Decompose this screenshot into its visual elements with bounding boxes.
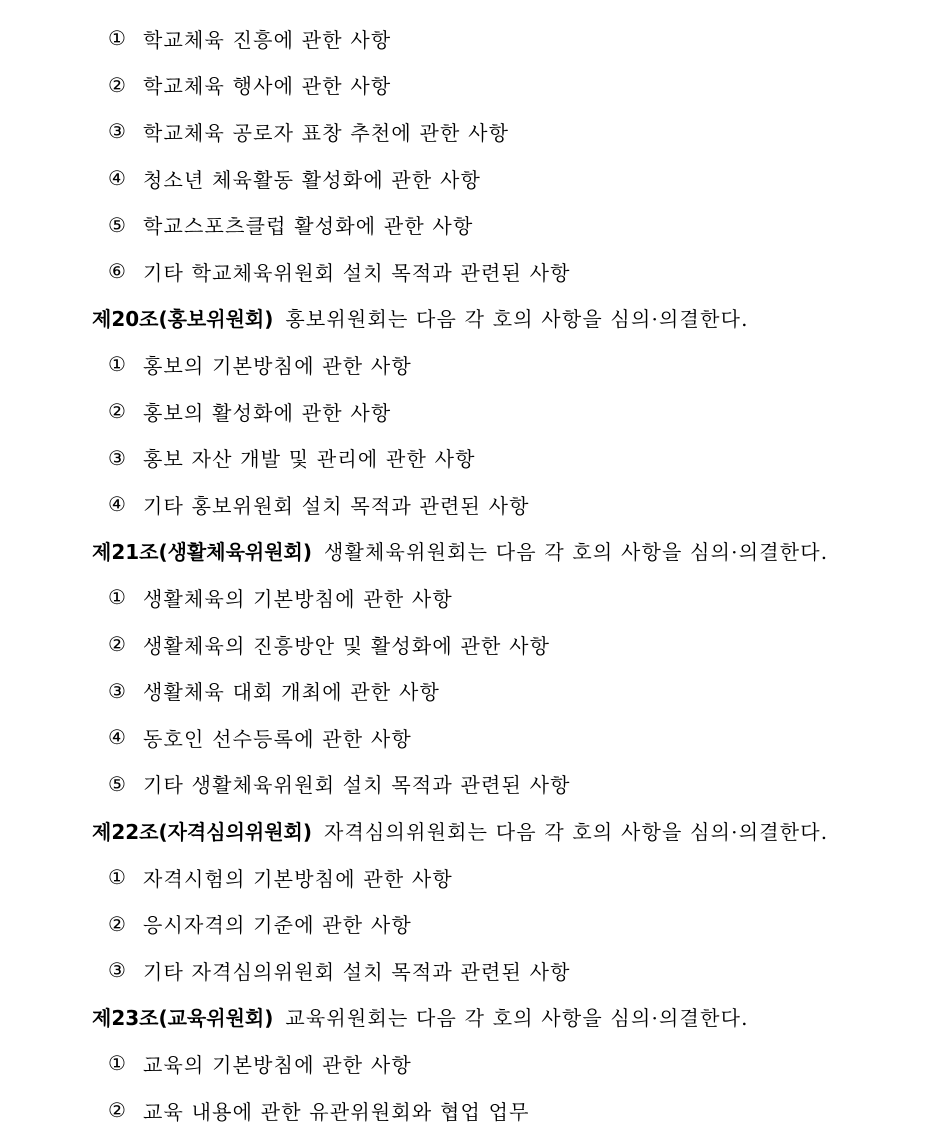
list-item <box>0 155 950 202</box>
item-number: ① <box>108 26 128 51</box>
list-item <box>0 574 950 621</box>
article-heading <box>0 295 950 342</box>
item-text: 홍보의 기본방침에 관한 사항 <box>143 353 412 378</box>
item-text: 기타 학교체육위원회 설치 목적과 관련된 사항 <box>143 260 571 285</box>
list-item <box>0 621 950 668</box>
item-number: ① <box>108 1051 128 1076</box>
item-text: 학교체육 공로자 표창 추천에 관한 사항 <box>143 120 510 145</box>
list-item <box>0 714 950 761</box>
item-text: 자격시험의 기본방침에 관한 사항 <box>143 866 453 891</box>
item-number: ② <box>108 911 128 936</box>
item-number: ⑤ <box>108 771 128 796</box>
item-number: ① <box>108 585 128 610</box>
article-heading <box>0 528 950 575</box>
item-number: ② <box>108 399 128 424</box>
item-text: 동호인 선수등록에 관한 사항 <box>143 726 412 751</box>
article-title: 제20조(홍보위원회) <box>92 307 274 332</box>
item-text: 홍보 자산 개발 및 관리에 관한 사항 <box>143 447 476 472</box>
list-item <box>0 854 950 901</box>
list-item <box>0 341 950 388</box>
item-text: 청소년 체육활동 활성화에 관한 사항 <box>143 167 482 192</box>
article-title: 제23조(교육위원회) <box>92 1006 274 1031</box>
article-text: 홍보위원회는 다음 각 호의 사항을 심의·의결한다. <box>285 307 749 332</box>
list-item <box>0 62 950 109</box>
item-number: ④ <box>108 166 128 191</box>
item-number: ④ <box>108 492 128 517</box>
list-item <box>0 900 950 947</box>
item-number: ⑤ <box>108 212 128 237</box>
item-text: 교육의 기본방침에 관한 사항 <box>143 1052 412 1077</box>
article-text: 자격심의위원회는 다음 각 호의 사항을 심의·의결한다. <box>324 819 829 844</box>
item-text: 생활체육의 진흥방안 및 활성화에 관한 사항 <box>143 633 551 658</box>
item-number: ① <box>108 352 128 377</box>
article-heading <box>0 807 950 854</box>
list-item <box>0 388 950 435</box>
item-number: ③ <box>108 445 128 470</box>
item-text: 학교체육 진흥에 관한 사항 <box>143 27 392 52</box>
item-number: ③ <box>108 958 128 983</box>
list-item <box>0 108 950 155</box>
article-heading <box>0 994 950 1041</box>
list-item <box>0 1040 950 1087</box>
list-item <box>0 15 950 62</box>
item-text: 학교스포츠클럽 활성화에 관한 사항 <box>143 214 474 239</box>
list-item <box>0 1087 950 1133</box>
item-text: 교육 내용에 관한 유관위원회와 협업 업무 <box>143 1099 530 1124</box>
item-number: ② <box>108 1098 128 1123</box>
item-text: 학교체육 행사에 관한 사항 <box>143 74 392 99</box>
list-item <box>0 481 950 528</box>
article-title: 제21조(생활체육위원회) <box>92 540 312 565</box>
article-title: 제22조(자격심의위원회) <box>92 819 312 844</box>
item-number: ① <box>108 865 128 890</box>
item-number: ③ <box>108 119 128 144</box>
article-text: 생활체육위원회는 다음 각 호의 사항을 심의·의결한다. <box>324 540 829 565</box>
item-text: 기타 생활체육위원회 설치 목적과 관련된 사항 <box>143 773 571 798</box>
article-text: 교육위원회는 다음 각 호의 사항을 심의·의결한다. <box>285 1006 749 1031</box>
item-text: 기타 홍보위원회 설치 목적과 관련된 사항 <box>143 493 530 518</box>
list-item <box>0 248 950 295</box>
item-text: 기타 자격심의위원회 설치 목적과 관련된 사항 <box>143 959 571 984</box>
list-item <box>0 201 950 248</box>
item-number: ⑥ <box>108 259 128 284</box>
item-number: ② <box>108 632 128 657</box>
item-number: ④ <box>108 725 128 750</box>
item-text: 홍보의 활성화에 관한 사항 <box>143 400 392 425</box>
list-item <box>0 667 950 714</box>
item-number: ② <box>108 72 128 97</box>
list-item <box>0 761 950 808</box>
list-item <box>0 947 950 994</box>
item-text: 생활체육 대회 개최에 관한 사항 <box>143 680 440 705</box>
item-text: 생활체육의 기본방침에 관한 사항 <box>143 586 453 611</box>
item-number: ③ <box>108 678 128 703</box>
list-item <box>0 434 950 481</box>
item-text: 응시자격의 기준에 관한 사항 <box>143 913 412 938</box>
